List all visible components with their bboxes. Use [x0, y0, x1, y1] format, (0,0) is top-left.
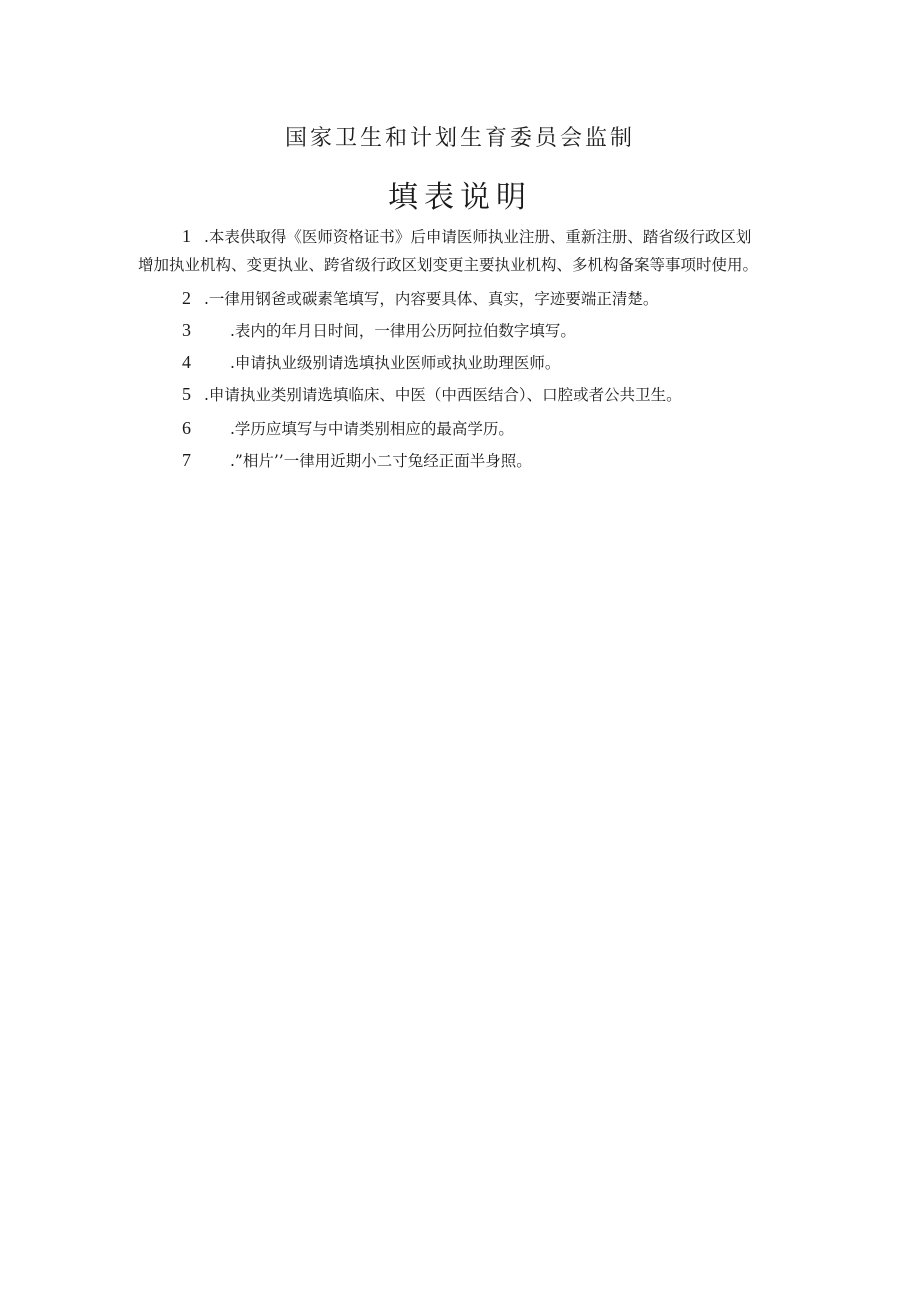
instruction-item-6: [182, 414, 828, 443]
item-text: .”相片’’一律用近期小二寸兔经正面半身照。: [230, 452, 532, 470]
item-text-line-2: 增加执业机构、变更执业、跨省级行政区划变更主要执业机构、多机构备案等事项时使用。: [138, 256, 759, 274]
page-title: 填表说明: [388, 180, 532, 215]
item-text: .申请执业级别请选填执业医师或执业助理医师。: [230, 354, 561, 372]
item-number: 6: [182, 418, 191, 438]
item-text: .申请执业类别请选填临床、中医（中西医结合）、口腔或者公共卫生。: [204, 386, 682, 404]
item-text: .学历应填写与中请类别相应的最高学历。: [230, 420, 514, 438]
item-number: 7: [182, 450, 191, 470]
item-number: 3: [182, 320, 191, 340]
item-text: .一律用钢爸或碳素笔填写，内容要具体、真实，字迹要端正清楚。: [204, 290, 659, 308]
item-number: 5: [182, 384, 191, 404]
item-text-line-1: .本表供取得《医师资格证书》后申请医师执业注册、重新注册、踏省级行政区划: [204, 228, 752, 246]
instruction-item-1: [138, 222, 828, 278]
item-number: 2: [182, 288, 191, 308]
instruction-item-4: [182, 348, 828, 377]
item-text: .表内的年月日时间，一律用公历阿拉伯数字填写。: [230, 322, 576, 340]
instruction-item-7: [182, 446, 828, 475]
item-number: 4: [182, 352, 191, 372]
item-number: 1: [182, 226, 191, 246]
instruction-item-2: [182, 284, 828, 313]
instruction-item-5: [182, 380, 828, 409]
instruction-item-3: [182, 316, 828, 345]
instructions-list: [138, 222, 828, 475]
issuer-line: 国家卫生和计划生育委员会监制: [284, 126, 635, 151]
